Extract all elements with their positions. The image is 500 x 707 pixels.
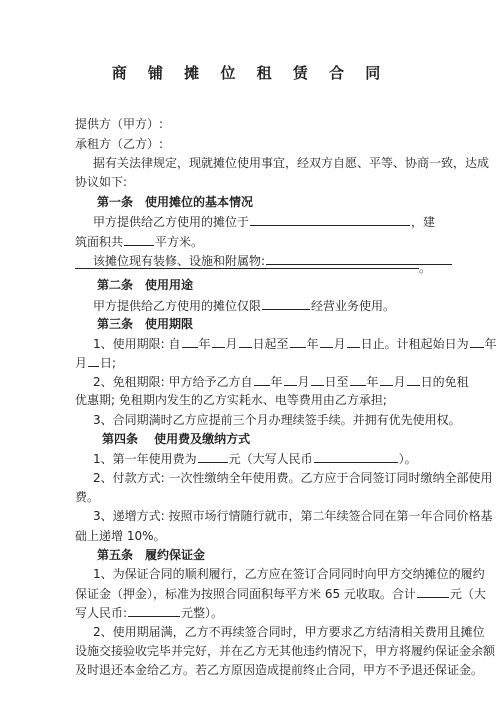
s3-i1-j: 日; bbox=[100, 356, 117, 370]
section-4-item-3-cont: 础上递增 10%。 bbox=[75, 529, 166, 543]
s3-i1-f: 月 bbox=[333, 337, 346, 351]
deposit-total-blank bbox=[417, 585, 449, 598]
s4-i1-a: 1、第一年使用费为 bbox=[93, 452, 197, 466]
s1-p1-text-b: ，建 bbox=[411, 215, 436, 229]
s2-p1-text-a: 甲方提供给乙方使用的摊位仅限 bbox=[93, 299, 262, 313]
s3-i1-i: 月 bbox=[75, 356, 88, 370]
section-2-para-1 bbox=[93, 297, 395, 314]
first-year-fee-blank bbox=[198, 450, 228, 463]
section-5-item-1: 1、为保证合同的顺利履行，乙方应在签订合同同时向甲方交纳摊位的履约 bbox=[93, 567, 485, 581]
s3-i1-h: 年 bbox=[484, 337, 497, 351]
start-month-blank bbox=[212, 335, 225, 348]
s4-i1-b: 元（大写人民币 bbox=[228, 452, 313, 466]
end-month-blank bbox=[320, 335, 333, 348]
intro-line-1: 据有关法律规定，现就摊位使用事宜，经双方自愿、平等、协商一致，达成 bbox=[93, 156, 490, 170]
section-5-item-2-cont-1: 设施交接验收完毕并完好，并在乙方无其他违约情况下，甲方将履约保证金余额 bbox=[75, 644, 496, 658]
s3-i2-d: 日至 bbox=[324, 375, 349, 389]
section-5-item-1-cont-2 bbox=[75, 604, 223, 621]
end-year-blank bbox=[290, 335, 306, 348]
s5-i1-b: 保证金（押金），标准为按照合同面积每平方米 65 元收取。合计 bbox=[75, 587, 416, 601]
free-end-month-blank bbox=[380, 373, 393, 386]
area-blank bbox=[124, 233, 154, 246]
s3-i2-a: 2、免租期限: 甲方给予乙方自 bbox=[93, 375, 253, 389]
s1-p1-text-c: 筑面积共 bbox=[75, 235, 124, 249]
facilities-blank-line-2 bbox=[75, 268, 419, 269]
section-2-heading: 第二条 使用用途 bbox=[97, 278, 194, 292]
s3-i2-g: 日的免租 bbox=[420, 375, 469, 389]
s2-p1-text-b: 经营业务使用。 bbox=[311, 299, 396, 313]
section-4-heading: 第四条 使用费及缴纳方式 bbox=[102, 432, 251, 446]
start-year-blank bbox=[182, 335, 198, 348]
s3-i2-b: 年 bbox=[270, 375, 283, 389]
s5-i1-d: 写人民币: bbox=[75, 606, 128, 620]
section-3-heading: 第三条 使用期限 bbox=[97, 317, 194, 331]
s3-i1-e: 年 bbox=[306, 337, 319, 351]
s5-i1-c: 元（大 bbox=[449, 587, 486, 601]
section-3-item-2 bbox=[93, 373, 469, 390]
s1-p2-end: 。 bbox=[419, 261, 432, 275]
section-4-item-2: 2、付款方式: 一次性缴纳全年使用费。乙方应于合同签订同时缴纳全部使用 bbox=[93, 471, 493, 485]
end-day-blank bbox=[347, 335, 360, 348]
s3-i2-e: 年 bbox=[366, 375, 379, 389]
business-scope-blank bbox=[262, 297, 310, 310]
s1-p1-text-a: 甲方提供给乙方使用的摊位于 bbox=[93, 215, 250, 229]
section-1-para-1 bbox=[93, 213, 435, 230]
s3-i1-g: 日止。计租起始日为 bbox=[360, 337, 469, 351]
s1-p1-text-d: 平方米。 bbox=[155, 235, 204, 249]
section-3-item-1 bbox=[93, 335, 497, 352]
party-b-line: 承租方（乙方）: bbox=[75, 137, 164, 151]
section-5-heading: 第五条 履约保证金 bbox=[97, 548, 206, 562]
free-start-day-blank bbox=[311, 373, 324, 386]
intro-line-2: 协议如下: bbox=[75, 175, 128, 189]
free-end-year-blank bbox=[350, 373, 366, 386]
page-title: 商 铺 摊 位 租 赁 合 同 bbox=[111, 64, 389, 82]
start-day-blank bbox=[239, 335, 252, 348]
free-end-day-blank bbox=[407, 373, 420, 386]
section-3-item-1-cont bbox=[75, 354, 116, 371]
s3-i1-d: 日起至 bbox=[252, 337, 289, 351]
s3-i1-b: 年 bbox=[198, 337, 211, 351]
s5-i1-e: 元整）。 bbox=[181, 606, 224, 620]
s3-i1-c: 月 bbox=[225, 337, 238, 351]
section-1-heading: 第一条 使用摊位的基本情况 bbox=[97, 195, 254, 209]
rent-start-year-blank bbox=[470, 335, 484, 348]
s3-i2-c: 月 bbox=[297, 375, 310, 389]
location-blank bbox=[250, 213, 410, 226]
section-5-item-2-cont-2: 及时退还本金给乙方。若乙方原因造成提前终止合同，甲方不予退还保证金。 bbox=[75, 663, 484, 677]
section-4-item-1 bbox=[93, 450, 417, 467]
section-1-para-2 bbox=[93, 252, 453, 269]
section-3-item-2-cont: 优惠期; 免租期内发生的乙方实耗水、电等费用由乙方承担; bbox=[75, 393, 387, 407]
free-start-year-blank bbox=[254, 373, 270, 386]
s3-i1-a: 1、使用期限: 自 bbox=[93, 337, 181, 351]
free-start-month-blank bbox=[284, 373, 297, 386]
s3-i2-f: 月 bbox=[393, 375, 406, 389]
fee-in-words-blank bbox=[314, 450, 398, 463]
section-5-item-2: 2、使用期届满，乙方不再续签合同时，甲方要求乙方结清相关费用且摊位 bbox=[93, 625, 485, 639]
s4-i1-c: ）。 bbox=[398, 452, 417, 466]
deposit-in-words-blank bbox=[128, 604, 180, 617]
section-4-item-2-cont: 费。 bbox=[75, 490, 100, 504]
section-3-item-3: 3、合同期满时乙方应提前三个月办理续签手续。并拥有优先使用权。 bbox=[93, 413, 461, 427]
rent-start-day-blank bbox=[88, 354, 99, 367]
s1-p2-text: 该摊位现有装修、设施和附属物: bbox=[93, 254, 266, 268]
section-4-item-3: 3、递增方式: 按照市场行情随行就市，第二年续签合同在第一年合同价格基 bbox=[93, 509, 493, 523]
section-5-item-1-cont-1 bbox=[75, 585, 486, 602]
party-a-line: 提供方（甲方）: bbox=[75, 117, 164, 131]
section-1-para-1-cont bbox=[75, 233, 203, 250]
